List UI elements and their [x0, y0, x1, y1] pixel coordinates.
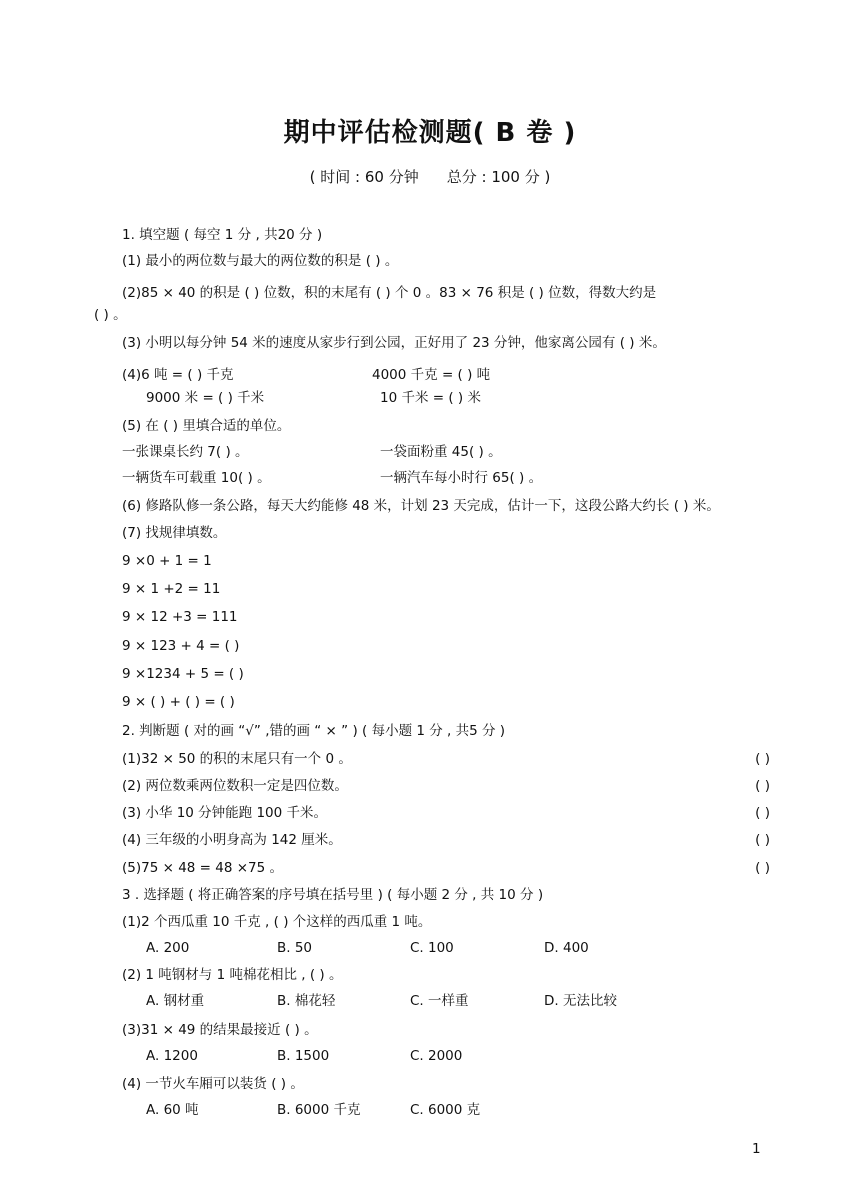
choice-q2: (2) 1 吨钢材与 1 吨棉花相比 , ( ) 。	[122, 967, 343, 983]
choice-q1-option-a: A. 200	[146, 940, 190, 956]
choice-q2-option-d: D. 无法比较	[544, 993, 617, 1009]
section-1-heading: 1. 填空题 ( 每空 1 分 , 共20 分 )	[122, 227, 323, 243]
time-info: ( 时间 : 60 分钟	[309, 168, 419, 186]
choice-q3-option-c: C. 2000	[410, 1048, 463, 1064]
choice-q2-option-a: A. 钢材重	[146, 993, 205, 1009]
judge-item-3: (3) 小华 10 分钟能跑 100 千米。	[122, 805, 328, 821]
choice-q4-option-c: C. 6000 克	[410, 1102, 481, 1118]
section-2-heading: 2. 判断题 ( 对的画 “√” ,错的画 “ × ” ) ( 每小题 1 分 , 共5 分 )	[122, 723, 506, 739]
judge-answer-3: ( )	[755, 805, 770, 821]
choice-q3-option-a: A. 1200	[146, 1048, 198, 1064]
page-title: 期中评估检测题( B 卷 )	[283, 118, 577, 148]
s1-q7: (7) 找规律填数。	[122, 525, 227, 541]
s1-q1: (1) 最小的两位数与最大的两位数的积是 ( ) 。	[122, 253, 399, 269]
s1-q2-line2: ( ) 。	[94, 307, 127, 323]
judge-item-4: (4) 三年级的小明身高为 142 厘米。	[122, 832, 342, 848]
s1-q5: (5) 在 ( ) 里填合适的单位。	[122, 418, 291, 434]
page-number: 1	[752, 1141, 761, 1157]
pattern-line-6: 9 × ( ) + ( ) = ( )	[122, 694, 235, 710]
pattern-line-2: 9 × 1 +2 = 11	[122, 581, 221, 597]
s1-q5b-right: 一辆汽车每小时行 65( ) 。	[380, 470, 543, 486]
choice-q4: (4) 一节火车厢可以装货 ( ) 。	[122, 1076, 304, 1092]
section-3-heading: 3 . 选择题 ( 将正确答案的序号填在括号里 ) ( 每小题 2 分 , 共 10 分 )	[122, 887, 544, 903]
choice-q2-option-b: B. 棉花轻	[277, 993, 336, 1009]
judge-answer-5: ( )	[755, 860, 770, 876]
judge-item-5: (5)75 × 48 = 48 ×75 。	[122, 860, 284, 876]
pattern-line-4: 9 × 123 + 4 = ( )	[122, 638, 240, 654]
judge-item-2: (2) 两位数乘两位数积一定是四位数。	[122, 778, 348, 794]
choice-q2-option-c: C. 一样重	[410, 993, 469, 1009]
judge-answer-2: ( )	[755, 778, 770, 794]
choice-q4-option-a: A. 60 吨	[146, 1102, 199, 1118]
choice-q3-option-b: B. 1500	[277, 1048, 330, 1064]
s1-q4a-right: 4000 千克 = ( ) 吨	[372, 367, 491, 383]
s1-q6: (6) 修路队修一条公路，每天大约能修 48 米，计划 23 天完成，估计一下，这段公路大约长 ( ) 米。	[122, 498, 720, 514]
s1-q4b-left: 9000 米 = ( ) 千米	[146, 390, 265, 406]
s1-q3: (3) 小明以每分钟 54 米的速度从家步行到公园，正好用了 23 分钟，他家离公园有 ( ) 米。	[122, 335, 666, 351]
score-info: 总分 : 100 分 )	[446, 168, 551, 186]
pattern-line-1: 9 ×0 + 1 = 1	[122, 553, 212, 569]
pattern-line-5: 9 ×1234 + 5 = ( )	[122, 666, 244, 682]
choice-q1-option-c: C. 100	[410, 940, 454, 956]
s1-q4b-right: 10 千米 = ( ) 米	[380, 390, 481, 406]
s1-q5a-right: 一袋面粉重 45( ) 。	[380, 444, 502, 460]
choice-q1: (1)2 个西瓜重 10 千克 , ( ) 个这样的西瓜重 1 吨。	[122, 914, 432, 930]
choice-q3: (3)31 × 49 的结果最接近 ( ) 。	[122, 1022, 318, 1038]
s1-q2-line1: (2)85 × 40 的积是 ( ) 位数，积的末尾有 ( ) 个 0 。83 × 76 积是 ( ) 位数，得数大约是	[122, 285, 657, 301]
judge-answer-1: ( )	[755, 751, 770, 767]
s1-q5b-left: 一辆货车可载重 10( ) 。	[122, 470, 271, 486]
choice-q1-option-b: B. 50	[277, 940, 313, 956]
choice-q4-option-b: B. 6000 千克	[277, 1102, 361, 1118]
s1-q4a-left: (4)6 吨 = ( ) 千克	[122, 367, 234, 383]
s1-q5a-left: 一张课桌长约 7( ) 。	[122, 444, 249, 460]
subtitle	[0, 166, 860, 187]
judge-answer-4: ( )	[755, 832, 770, 848]
choice-q1-option-d: D. 400	[544, 940, 589, 956]
pattern-line-3: 9 × 12 +3 = 111	[122, 609, 238, 625]
judge-item-1: (1)32 × 50 的积的末尾只有一个 0 。	[122, 751, 352, 767]
